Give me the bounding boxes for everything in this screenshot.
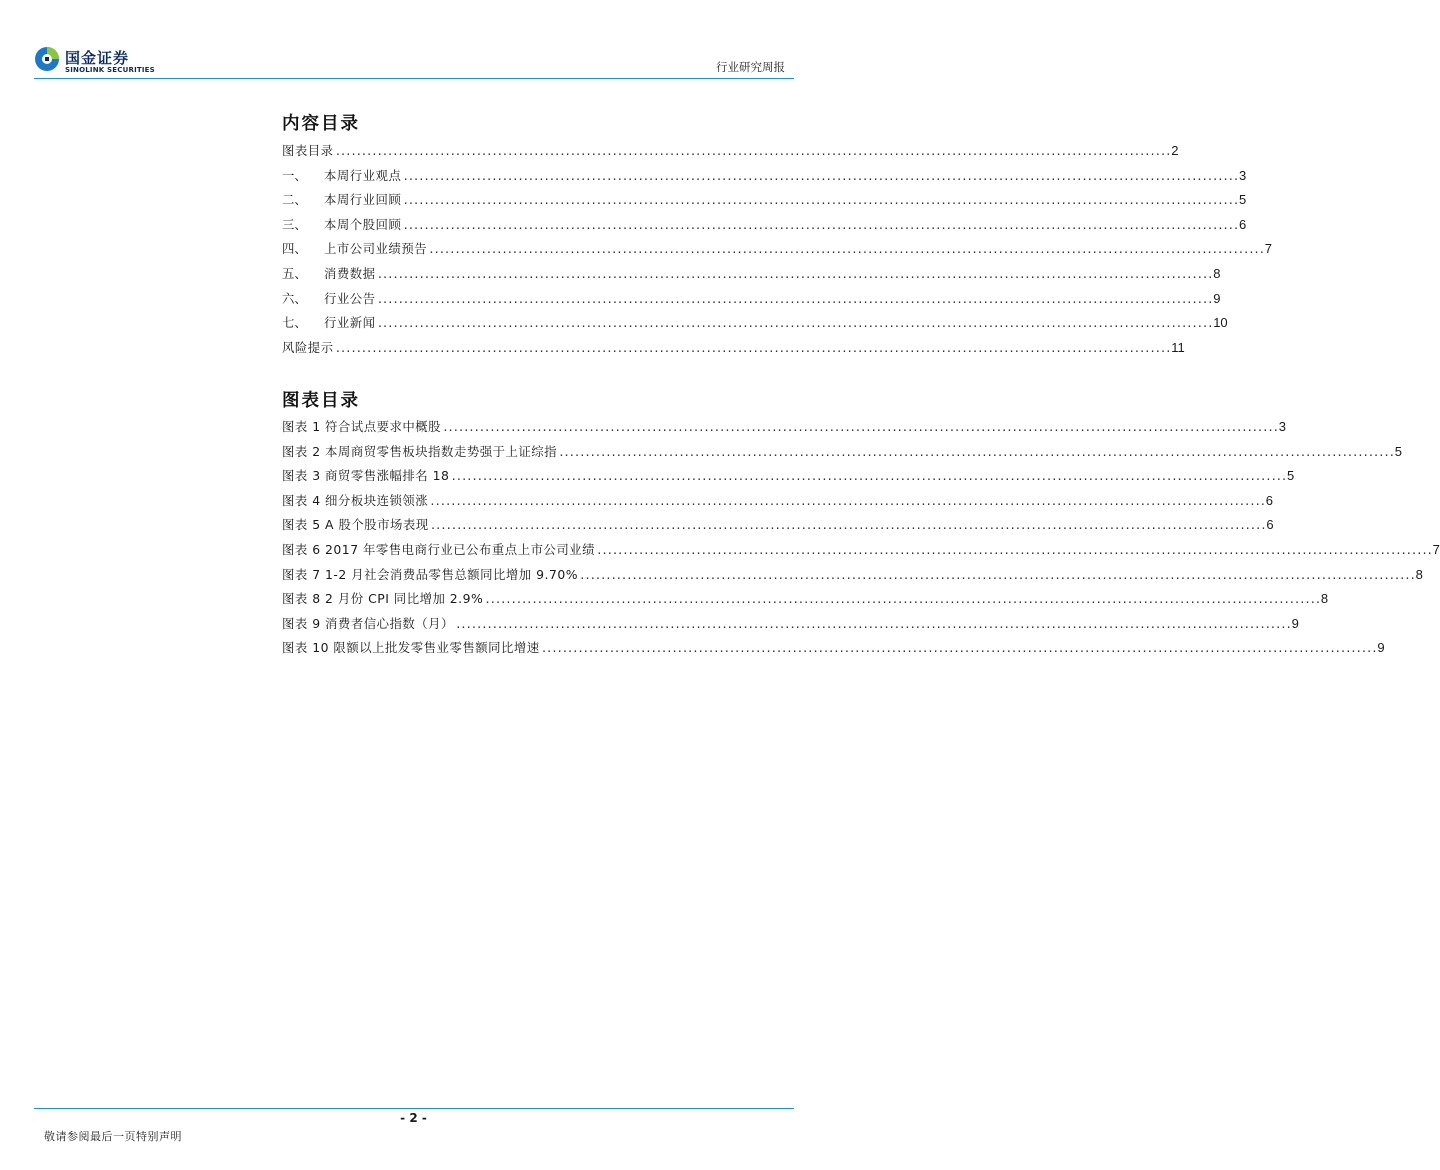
dot-leader: ................................................................................................................................................................	[334, 341, 1171, 355]
dot-leader: ................................................................................................................................................................	[402, 218, 1238, 232]
toc-entry[interactable]	[282, 417, 1286, 442]
toc-entry[interactable]	[282, 190, 1247, 215]
toc-entry-page: 6	[1266, 517, 1274, 533]
toc-entry-page: 6	[1265, 492, 1274, 508]
toc-entry[interactable]	[282, 289, 1221, 314]
toc-entry-label	[282, 289, 376, 307]
toc-entry[interactable]	[282, 565, 1423, 590]
toc-entry-text: 图表 7 1-2 月社会消费品零售总额同比增加 9.70%	[282, 566, 578, 582]
toc-entry-label	[282, 491, 428, 509]
toc-entry-number: 二、	[282, 192, 307, 208]
dot-leader: ................................................................................................................................................................	[484, 593, 1320, 607]
toc-entry-text: 图表目录	[282, 143, 334, 158]
toc-entry-label	[282, 141, 334, 159]
toc-entry-page: 10	[1213, 315, 1228, 331]
toc-entry[interactable]	[282, 338, 1185, 363]
toc-entry-text: 图表 4 细分板块连锁领涨	[282, 492, 429, 508]
toc-entry-number: 三、	[282, 216, 307, 232]
toc-entry-page: 8	[1320, 591, 1329, 607]
toc-entry-label	[282, 466, 449, 484]
contents-list	[282, 141, 1272, 362]
disclaimer-note: 敬请参阅最后一页特别声明	[44, 1130, 182, 1143]
toc-entry[interactable]	[282, 442, 1402, 467]
toc-entry-number: 五、	[282, 265, 307, 281]
toc-entry-label	[282, 614, 454, 632]
dot-leader: ................................................................................................................................................................	[376, 267, 1213, 281]
toc-entry[interactable]	[282, 515, 1274, 540]
contents-title: 内容目录	[282, 114, 360, 134]
toc-entry[interactable]	[282, 491, 1274, 516]
page-header	[0, 0, 827, 82]
dot-leader: ................................................................................................................................................................	[334, 145, 1171, 158]
toc-entry[interactable]	[282, 215, 1247, 240]
toc-entry-text: 行业公告	[324, 290, 376, 306]
header-divider	[34, 78, 794, 79]
company-logo	[34, 46, 154, 78]
dot-leader: ................................................................................................................................................................	[454, 617, 1291, 631]
toc-entry-page: 9	[1213, 290, 1221, 306]
dot-leader: ................................................................................................................................................................	[402, 194, 1238, 208]
toc-entry-page: 9	[1291, 615, 1299, 631]
report-type: 行业研究周报	[716, 60, 785, 74]
toc-entry-label	[282, 638, 540, 656]
toc-entry-label	[282, 417, 441, 435]
toc-entry-number: 六、	[282, 290, 307, 306]
toc-entry-page: 9	[1377, 640, 1385, 656]
dot-leader: ................................................................................................................................................................	[376, 317, 1213, 331]
toc-entry-text: 图表 10 限额以上批发零售业零售额同比增速	[282, 640, 540, 656]
toc-entry[interactable]	[282, 313, 1228, 338]
toc-entry-text: 图表 8 2 月份 CPI 同比增加 2.9%	[282, 591, 484, 607]
toc-entry[interactable]	[282, 141, 1179, 166]
toc-entry-number: 一、	[282, 167, 307, 183]
toc-entry-text: 图表 6 2017 年零售电商行业已公布重点上市公司业绩	[282, 541, 596, 557]
dot-leader: ................................................................................................................................................................	[442, 421, 1278, 434]
brand-name-cn: 国金证券	[65, 49, 130, 67]
toc-entry-label	[282, 589, 483, 607]
toc-entry[interactable]	[282, 638, 1385, 663]
toc-entry-label	[282, 442, 557, 460]
dot-leader: ................................................................................................................................................................	[376, 292, 1213, 306]
toc-entry-page: 11	[1171, 339, 1185, 355]
toc-entry[interactable]	[282, 614, 1299, 639]
toc-entry-text: 图表 3 商贸零售涨幅排名 18	[282, 468, 450, 484]
toc-entry-page: 7	[1264, 241, 1272, 257]
toc-entry-text: 风险提示	[282, 339, 334, 355]
toc-entry-text: 本周行业观点	[324, 167, 402, 183]
toc-entry-label	[282, 565, 578, 583]
page-number: - 2 -	[400, 1111, 427, 1125]
toc-entry[interactable]	[282, 540, 1440, 565]
dot-leader: ................................................................................................................................................................	[428, 243, 1264, 257]
toc-entry-page: 8	[1213, 265, 1221, 281]
toc-entry-page: 5	[1238, 192, 1247, 208]
toc-entry-label	[282, 338, 334, 356]
toc-entry-page: 3	[1238, 167, 1247, 183]
toc-entry-label	[282, 313, 376, 331]
toc-entry-number: 四、	[282, 241, 307, 257]
figures-list	[282, 417, 1440, 663]
dot-leader: ................................................................................................................................................................	[579, 568, 1415, 582]
toc-entry-text: 图表 9 消费者信心指数（月）	[282, 615, 454, 631]
dot-leader: ................................................................................................................................................................	[402, 169, 1238, 183]
toc-entry-page: 2	[1171, 143, 1179, 158]
toc-entry-text: 上市公司业绩预告	[324, 241, 428, 257]
toc-entry-text: 图表 2 本周商贸零售板块指数走势强于上证综指	[282, 443, 558, 459]
toc-entry-label	[282, 515, 429, 533]
toc-entry-label	[282, 540, 595, 558]
toc-entry-label	[282, 264, 376, 282]
toc-entry-text: 消费数据	[324, 265, 376, 281]
toc-entry-page: 3	[1278, 419, 1286, 434]
toc-entry-text: 图表 5 A 股个股市场表现	[282, 517, 429, 533]
toc-entry-label	[282, 215, 401, 233]
toc-entry-page: 6	[1238, 216, 1247, 232]
dot-leader: ................................................................................................................................................................	[450, 470, 1286, 484]
toc-entry-text: 本周个股回顾	[324, 216, 402, 232]
toc-entry-label	[282, 190, 401, 208]
toc-entry-page: 5	[1287, 468, 1295, 484]
toc-entry-number: 七、	[282, 315, 307, 331]
toc-entry-text: 本周行业回顾	[324, 192, 402, 208]
sinolink-logo-icon	[34, 46, 60, 72]
toc-entry[interactable]	[282, 239, 1272, 264]
toc-entry-text: 图表 1 符合试点要求中概股	[282, 419, 442, 434]
footer-divider	[34, 1108, 794, 1109]
figures-title: 图表目录	[282, 391, 360, 411]
toc-entry[interactable]	[282, 264, 1221, 289]
toc-entry-text: 行业新闻	[324, 315, 376, 331]
toc-entry-page: 5	[1394, 443, 1402, 459]
toc-entry[interactable]	[282, 166, 1247, 191]
dot-leader: ................................................................................................................................................................	[540, 642, 1377, 656]
toc-entry[interactable]	[282, 466, 1295, 491]
toc-entry-label	[282, 166, 401, 184]
dot-leader: ................................................................................................................................................................	[429, 519, 1266, 533]
toc-entry[interactable]	[282, 589, 1329, 614]
dot-leader: ................................................................................................................................................................	[429, 494, 1265, 508]
toc-entry-page: 8	[1415, 566, 1423, 582]
dot-leader: ................................................................................................................................................................	[558, 445, 1394, 459]
toc-entry-page: 7	[1432, 541, 1440, 557]
brand-name-en: SINOLINK SECURITIES	[65, 66, 155, 74]
dot-leader: ................................................................................................................................................................	[596, 543, 1432, 557]
toc-entry-label	[282, 239, 427, 257]
